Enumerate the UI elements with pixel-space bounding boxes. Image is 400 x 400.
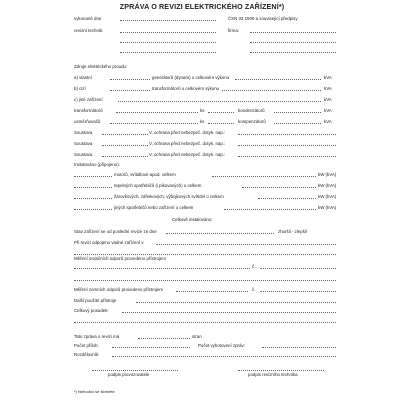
rozdelovnik-field[interactable] — [112, 356, 336, 357]
zarovkovych-value[interactable] — [258, 198, 316, 199]
kompenzatoru-label: kompenzátorů — [238, 119, 266, 124]
signature-right-line[interactable] — [238, 370, 324, 371]
motoru-value[interactable] — [212, 176, 316, 177]
soustava-3-ochrana: V, ochrana před nebezpeč. dotyk. nap.: — [149, 152, 226, 157]
zdroj-c-unit: kVA — [324, 97, 332, 102]
rozdelovnik-label: Rozdělovník: — [74, 352, 100, 357]
transformatoru-label: transformátorů — [74, 108, 103, 113]
zdroj-b-value[interactable] — [222, 90, 321, 91]
revizni-technik-label: revizní technik: — [74, 28, 104, 33]
kondenzatoru-label: kondenzátorů — [238, 108, 265, 113]
zdroj-a-text: generátorů (dynam) o celkovém výkonu — [152, 75, 230, 80]
kompenzatoru-field[interactable] — [274, 123, 321, 124]
soustava-2-label: Soustava — [74, 141, 93, 146]
zdroj-c-value[interactable] — [118, 101, 321, 102]
usmernovacu-field[interactable] — [110, 123, 198, 124]
kondenzatoru-field[interactable] — [274, 112, 321, 113]
zdroj-c-label: c) jiné zařízení — [74, 97, 103, 102]
pocet-priloh-label: Počet příloh: — [74, 343, 99, 348]
tepelnych-value[interactable] — [242, 187, 316, 188]
zdroj-a-count[interactable] — [110, 79, 150, 80]
transformatoru-ks: ks — [200, 108, 205, 113]
pocet-priloh-field[interactable] — [112, 347, 190, 348]
firma-field[interactable] — [250, 32, 336, 33]
jinych-value[interactable] — [224, 209, 316, 210]
usmernovacu-label: usměrňovačů — [74, 119, 101, 124]
zdroj-b-text: transformátorů o celkovém výkonu — [152, 86, 220, 91]
vykonane-dne-label: vykonané dne — [74, 16, 102, 21]
mereni-izol-c: č. — [252, 264, 256, 269]
mereni-izol-label: Měření izolačních odporů provedeno přístrojem — [74, 256, 167, 261]
zdroj-a-value[interactable] — [235, 79, 321, 80]
soustava-3-field[interactable] — [102, 156, 148, 157]
mereni-izol-field[interactable] — [74, 268, 250, 269]
soustava-2-ochrana-field[interactable] — [238, 145, 336, 146]
soustava-3-ochrana-field[interactable] — [238, 156, 336, 157]
header-extra-line-2[interactable] — [250, 42, 336, 43]
norm-label: ČSN 33 1500 a související předpisy — [228, 16, 298, 21]
dalsi-field[interactable] — [136, 302, 336, 303]
revision-report-form — [52, 0, 352, 400]
signature-left-line[interactable] — [92, 370, 178, 371]
header-extra-line-4[interactable] — [250, 52, 336, 53]
soustava-1-field[interactable] — [102, 134, 148, 135]
signature-right-label: podpis revizního technika — [248, 372, 298, 377]
instalovano-heading: Instalováno (připojeno): — [74, 162, 120, 167]
pocet-vyhotoveni-label: Počet vyhotovení zpráv: — [198, 343, 245, 348]
transformatoru-field[interactable] — [116, 112, 198, 113]
soustava-2-field[interactable] — [102, 145, 148, 146]
pri-revizi-field[interactable] — [156, 244, 336, 245]
zarovkovych-unit: kW (kVA) — [318, 194, 337, 199]
posudek-label: Celkový posudek: — [74, 308, 109, 313]
stav-field[interactable] — [166, 233, 274, 234]
soustava-1-label: Soustava — [74, 130, 93, 135]
tepelnych-count[interactable] — [74, 187, 112, 188]
mereni-zemnich-field[interactable] — [176, 291, 248, 292]
revizni-technik-field[interactable] — [120, 32, 216, 33]
firma-label: firma: — [228, 28, 239, 33]
transformatoru-ks-field[interactable] — [208, 112, 234, 113]
mereni-izol-cislo[interactable] — [260, 268, 336, 269]
stran-label: stran — [192, 334, 202, 339]
zdroj-b-count[interactable] — [110, 90, 150, 91]
zarovkovych-count[interactable] — [74, 198, 112, 199]
mereni-zemnich-label: Měření zemních odporů provedeno přístrojem — [74, 287, 164, 292]
usmernovacu-ks: ks — [200, 119, 205, 124]
pocet-vyhotoveni-field[interactable] — [262, 347, 336, 348]
motoru-label: motorů, svítidlové apod. celkem — [114, 172, 176, 177]
header-extra-line-3[interactable] — [120, 52, 216, 53]
stav-end: zhoršil - zlepšil — [278, 229, 307, 234]
mereni-zemnich-cislo[interactable] — [260, 291, 336, 292]
posudek-field[interactable] — [122, 312, 336, 313]
stav-label: Stav zařízení se od poslední revize ze dne — [74, 229, 157, 234]
soustava-1-ochrana-field[interactable] — [238, 134, 336, 135]
zdroj-a-unit: kVA — [324, 75, 332, 80]
document-title: ZPRÁVA O REVIZI ELEKTRICKÉHO ZAŘÍZENÍ*) — [119, 2, 285, 11]
header-extra-line-1[interactable] — [120, 42, 216, 43]
motoru-unit: kW (kVA) — [318, 172, 337, 177]
soustava-2-ochrana: V, ochrana před nebezpeč. dotyk. nap.: — [149, 141, 226, 146]
tato-zprava-field[interactable] — [138, 338, 190, 339]
motoru-count[interactable] — [74, 176, 112, 177]
footnote: *) Nehodící se škrtněte — [74, 389, 115, 394]
soustava-3-label: Soustava — [74, 152, 93, 157]
mereni-zemnich-c: č. — [252, 287, 256, 292]
kondenzatoru-unit: kVA — [324, 108, 332, 113]
zarovkovych-label: žárovkových, zářivkových, výbojkových svítidel o celkem — [114, 194, 224, 199]
signature-left-label: podpis provozovatele — [108, 372, 150, 377]
dalsi-label: Další použité přístroje — [74, 298, 117, 303]
jinych-label: jiných spotřebičů nebo zařízení o celkem — [114, 205, 194, 210]
mereni-izol-field-2[interactable] — [74, 280, 336, 281]
pri-revizi-label: Při revizi odpojeno vadné zařízení v — [74, 240, 144, 245]
tepelnych-unit: kW (kVA) — [318, 183, 337, 188]
zdroj-b-unit: kVA — [324, 86, 332, 91]
vykonane-dne-field[interactable] — [120, 20, 216, 21]
zdroj-b-label: b) cizí — [74, 86, 86, 91]
pri-revizi-field-2[interactable] — [74, 254, 336, 255]
kompenzatoru-unit: kVA — [324, 119, 332, 124]
tato-zprava-label: Tato zpráva o revizi má — [74, 334, 120, 339]
posudek-field-2[interactable] — [74, 322, 336, 323]
zdroje-heading: Zdroje elektrického proudu: — [74, 64, 128, 69]
soustava-1-ochrana: V, ochrana před nebezpeč. dotyk. nap.: — [149, 130, 226, 135]
usmernovacu-ks-field[interactable] — [208, 123, 234, 124]
zdroj-a-label: a) vlastní — [74, 75, 92, 80]
tepelnych-label: tepelných spotřebičů (i pikovaných) o celkem — [114, 183, 202, 188]
jinych-unit: kW (kVA) — [318, 205, 337, 210]
jinych-count[interactable] — [74, 209, 112, 210]
celkove-instalovano-label: Celkově instalováno: — [172, 217, 213, 222]
